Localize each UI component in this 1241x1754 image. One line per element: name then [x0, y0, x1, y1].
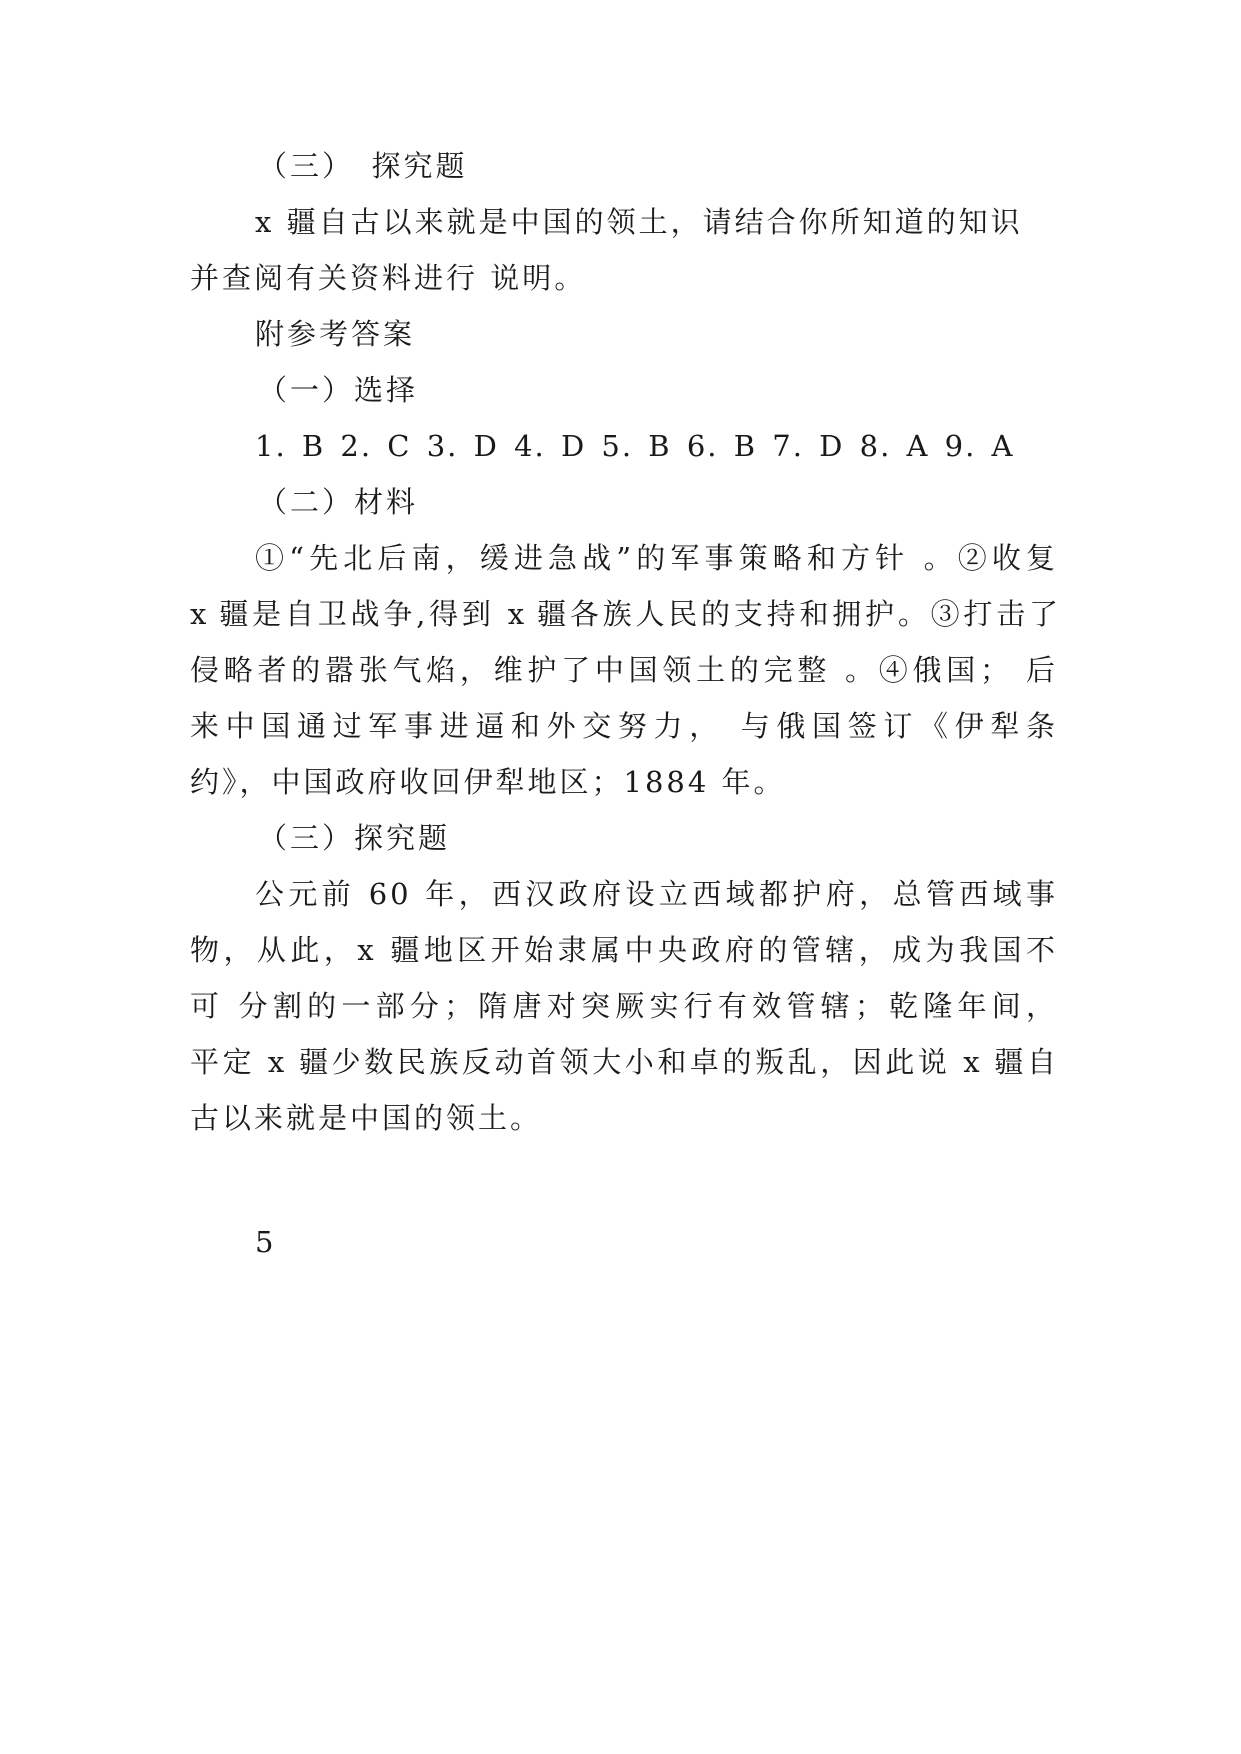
material-answer-line-5: 约》，中国政府收回伊犁地区；1884 年。: [190, 765, 786, 799]
page-number: 5: [255, 1225, 274, 1259]
material-answer-line-4: 来中国通过军事进逼和外交努力， 与俄国签订《伊犁条: [190, 709, 1058, 743]
section-heading-inquiry: （三） 探究题: [258, 149, 468, 183]
section-heading-material: （二）材料: [258, 485, 419, 519]
material-answer-line-3: 侵略者的嚣张气焰，维护了中国领土的完整 。④俄国； 后: [190, 653, 1058, 687]
section-heading-choice: （一）选择: [258, 373, 419, 407]
material-answer-line-2: x 疆是自卫战争,得到 x 疆各族人民的支持和拥护。③打击了: [190, 597, 1058, 631]
section-heading-inquiry-answer: （三）探究题: [258, 821, 451, 855]
question-text-line-1: x 疆自古以来就是中国的领土，请结合你所知道的知识: [255, 205, 1023, 239]
inquiry-answer-line-1: 公元前 60 年，西汉政府设立西域都护府，总管西域事: [255, 877, 1058, 911]
inquiry-answer-line-3: 可 分割的一部分；隋唐对突厥实行有效管辖；乾隆年间，: [190, 989, 1058, 1023]
inquiry-answer-line-5: 古以来就是中国的领土。: [190, 1101, 543, 1135]
material-answer-line-1: ①“先北后南，缓进急战”的军事策略和方针 。②收复: [255, 541, 1058, 575]
question-text-line-2: 并查阅有关资料进行 说明。: [190, 261, 587, 295]
inquiry-answer-line-4: 平定 x 疆少数民族反动首领大小和卓的叛乱，因此说 x 疆自: [190, 1045, 1058, 1079]
inquiry-answer-line-2: 物，从此，x 疆地区开始隶属中央政府的管辖，成为我国不: [190, 933, 1058, 967]
choice-answers: 1. B 2. C 3. D 4. D 5. B 6. B 7. D 8. A 9. A: [255, 429, 1015, 463]
answer-key-heading: 附参考答案: [255, 317, 416, 351]
